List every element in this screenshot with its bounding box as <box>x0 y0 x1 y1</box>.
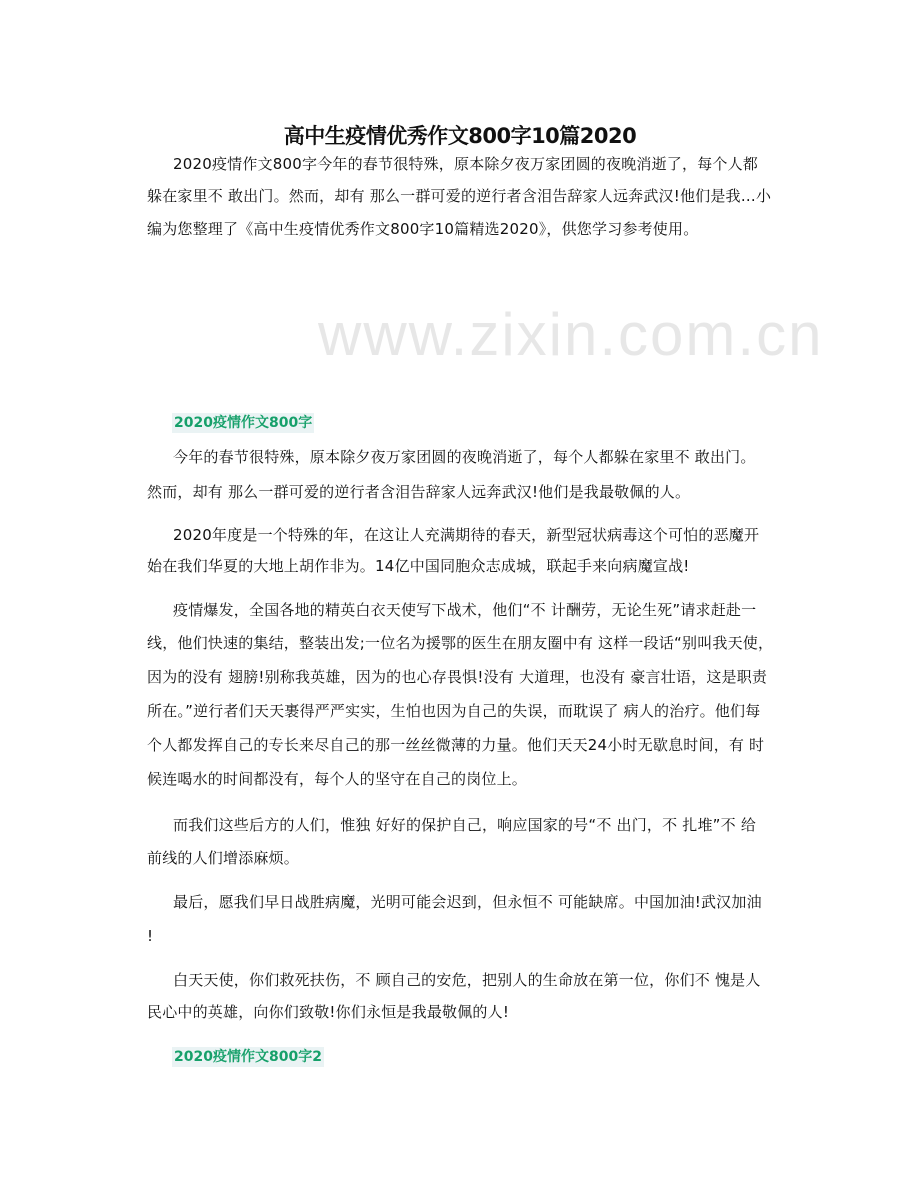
intro-line: 编为您整理了《高中生疫情优秀作文800字10篇精选2020》，供您学习参考使用。 <box>147 220 699 238</box>
intro-line: 躲在家里不 敢出门。然而，却有 那么一群可爱的逆行者含泪告辞家人远奔武汉!他们是我…小 <box>147 187 772 205</box>
watermark: www.zixin.com.cn <box>318 301 824 368</box>
paragraph-line: 民心中的英雄，向你们致敬!你们永恒是我最敬佩的人! <box>147 1003 510 1021</box>
document-title: 高中生疫情优秀作文800字10篇2020 <box>283 124 637 148</box>
paragraph-line: 最后，愿我们早日战胜病魔，光明可能会迟到，但永恒不 可能缺席。中国加油!武汉加油 <box>173 893 762 911</box>
paragraph-line: 始在我们华夏的大地上胡作非为。14亿中国同胞众志成城，联起手来向病魔宣战! <box>147 557 690 575</box>
section-heading: 2020疫情作文800字 <box>174 415 313 431</box>
paragraph-line: 所在。”逆行者们天天裹得严严实实，生怕也因为自己的失误，而耽误了 病人的治疗。他们每 <box>147 702 761 720</box>
paragraph-line: 白天天使，你们救死扶伤，不 顾自己的安危，把别人的生命放在第一位，你们不 愧是人 <box>173 971 761 989</box>
paragraph-line: ! <box>147 927 154 945</box>
paragraph-line: 前线的人们增添麻烦。 <box>147 849 300 867</box>
paragraph-line: 今年的春节很特殊，原本除夕夜万家团圆的夜晚消逝了，每个人都躲在家里不 敢出门。 <box>173 448 756 466</box>
section-heading: 2020疫情作文800字2 <box>174 1049 322 1065</box>
paragraph-line: 个人都发挥自己的专长来尽自己的那一丝丝微薄的力量。他们天天24小时无歇息时间，有 时 <box>147 736 765 754</box>
paragraph-line: 而我们这些后方的人们，惟独 好好的保护自己，响应国家的号“不 出门，不 扎堆”不 给 <box>173 816 757 834</box>
paragraph-line: 线，他们快速的集结，整装出发;一位名为援鄂的医生在朋友圈中有 这样一段话“别叫我天使， <box>147 634 774 652</box>
paragraph-line: 然而，却有 那么一群可爱的逆行者含泪告辞家人远奔武汉!他们是我最敬佩的人。 <box>147 483 691 501</box>
intro-line: 2020疫情作文800字今年的春节很特殊，原本除夕夜万家团圆的夜晚消逝了，每个人都 <box>173 155 759 173</box>
paragraph-line: 疫情爆发，全国各地的精英白衣天使写下战术，他们“不 计酬劳，无论生死”请求赶赴一 <box>173 601 757 619</box>
paragraph-line: 候连喝水的时间都没有，每个人的坚守在自己的岗位上。 <box>147 770 528 788</box>
paragraph-line: 2020年度是一个特殊的年，在这让人充满期待的春天，新型冠状病毒这个可怕的恶魔开 <box>173 526 760 544</box>
paragraph-line: 因为的没有 翅膀!别称我英雄，因为的也心存畏惧!没有 大道理，也没有 豪言壮语，这是职责 <box>147 668 768 686</box>
